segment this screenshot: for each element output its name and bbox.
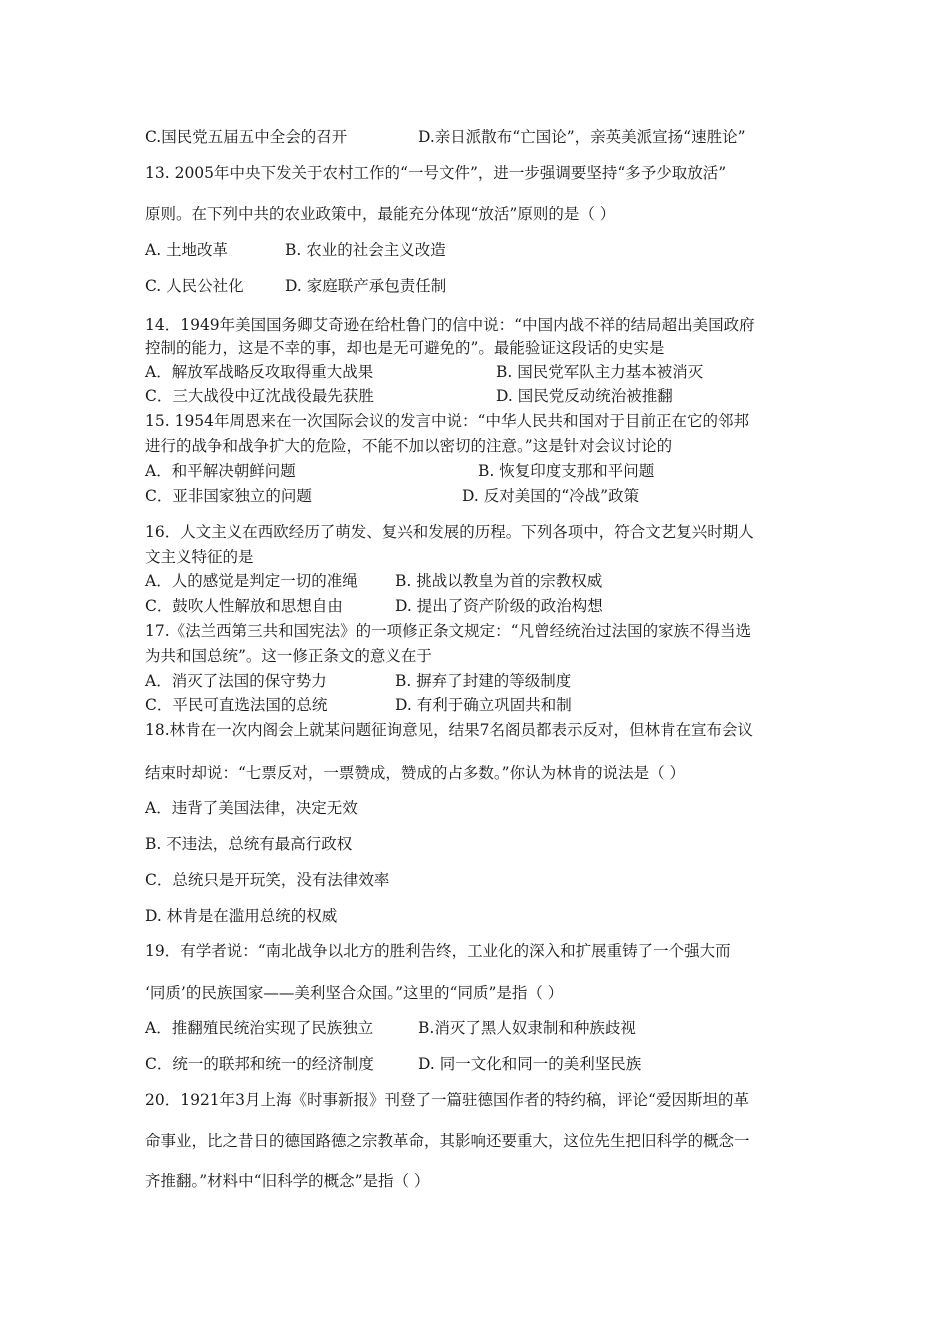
- q18-option-c: C．总统只是开玩笑，没有法律效率: [145, 871, 390, 889]
- q18-stem-line-2: 结束时却说：“七票反对，一票赞成，赞成的占多数。”你认为林肯的说法是（ ）: [145, 764, 686, 782]
- q16-option-a: A．人的感觉是判定一切的准绳: [145, 572, 358, 590]
- q14-stem-line-1: 14．1949年美国国务卿艾奇逊在给杜鲁门的信中说：“中国内战不祥的结局超出美国政府: [145, 316, 755, 334]
- q13-stem-line-2: 原则。在下列中共的农业政策中，最能充分体现“放活”原则的是（ ）: [145, 205, 616, 223]
- q19-option-c: C．统一的联邦和统一的经济制度: [145, 1055, 374, 1073]
- q16-option-c: C．鼓吹人性解放和思想自由: [145, 597, 343, 615]
- q13-option-d: D. 家庭联产承包责任制: [285, 277, 447, 295]
- q18-stem-line-1: 18.林肯在一次内阁会上就某问题征询意见，结果7名阁员都表示反对，但林肯在宣布会议: [145, 721, 754, 739]
- q14-option-b: B. 国民党军队主力基本被消灭: [496, 363, 704, 381]
- q13-option-c: C. 人民公社化: [145, 277, 244, 295]
- q16-stem-line-1: 16．人文主义在西欧经历了萌发、复兴和发展的历程。下列各项中，符合文艺复兴时期人: [145, 523, 754, 541]
- q17-stem-line-2: 为共和国总统”。这一修正条文的意义在于: [145, 647, 432, 665]
- q13-option-a: A. 土地改革: [145, 241, 229, 259]
- q18-option-d: D. 林肯是在滥用总统的权威: [145, 907, 338, 925]
- q13-option-b: B. 农业的社会主义改造: [285, 241, 446, 259]
- q15-stem-line-1: 15. 1954年周恩来在一次国际会议的发言中说：“中华人民共和国对于目前正在它的邻邦: [145, 412, 749, 430]
- q19-option-b: B.消灭了黑人奴隶制和种族歧视: [418, 1019, 636, 1037]
- q20-stem-line-2: 命事业，比之昔日的德国路德之宗教革命，其影响还要重大，这位先生把旧科学的概念一: [145, 1132, 750, 1150]
- q16-option-b: B. 挑战以教皇为首的宗教权威: [395, 572, 603, 590]
- q19-option-a: A．推翻殖民统治实现了民族独立: [145, 1019, 374, 1037]
- q14-stem-line-2: 控制的能力，这是不幸的事，却也是无可避免的”。最能验证这段话的史实是: [145, 339, 665, 357]
- q17-option-d: D. 有利于确立巩固共和制: [395, 696, 572, 714]
- q12-option-c: C.国民党五届五中全会的召开: [145, 128, 348, 146]
- q19-stem-line-1: 19．有学者说：“南北战争以北方的胜利告终，工业化的深入和扩展重铸了一个强大而: [145, 942, 731, 960]
- q20-stem-line-1: 20．1921年3月上海《时事新报》刊登了一篇驻德国作者的特约稿，评论“爱因斯坦的革: [145, 1091, 749, 1109]
- q17-option-a: A．消灭了法国的保守势力: [145, 672, 327, 690]
- q15-stem-line-2: 进行的战争和战争扩大的危险，不能不加以密切的注意。”这是针对会议讨论的: [145, 437, 673, 455]
- q15-option-a: A．和平解决朝鲜问题: [145, 462, 296, 480]
- q14-option-d: D. 国民党反动统治被推翻: [496, 387, 673, 405]
- q19-stem-line-2: ‘同质’的民族国家——美利坚合众国。”这里的“同质”是指（ ）: [145, 984, 564, 1002]
- q14-option-a: A．解放军战略反攻取得重大战果: [145, 363, 374, 381]
- q20-stem-line-3: 齐推翻。”材料中“旧科学的概念”是指（ ）: [145, 1172, 430, 1190]
- q13-stem-line-1: 13. 2005年中央下发关于农村工作的“一号文件”，进一步强调要坚持“多予少取放活”: [145, 164, 727, 182]
- q17-stem-line-1: 17.《法兰西第三共和国宪法》的一项修正条文规定：“凡曾经统治过法国的家族不得当选: [145, 622, 752, 640]
- q15-option-b: B. 恢复印度支那和平问题: [478, 462, 655, 480]
- q16-option-d: D. 提出了资产阶级的政治构想: [395, 597, 603, 615]
- q17-option-b: B. 摒弃了封建的等级制度: [395, 672, 572, 690]
- q19-option-d: D. 同一文化和同一的美利坚民族: [418, 1055, 642, 1073]
- q18-option-a: A．违背了美国法律，决定无效: [145, 799, 358, 817]
- q15-option-d: D. 反对美国的“冷战”政策: [462, 487, 640, 505]
- q17-option-c: C．平民可直选法国的总统: [145, 696, 328, 714]
- q16-stem-line-2: 文主义特征的是: [145, 548, 254, 566]
- q15-option-c: C．亚非国家独立的问题: [145, 487, 312, 505]
- q14-option-c: C．三大战役中辽沈战役最先获胜: [145, 387, 374, 405]
- q18-option-b: B. 不违法，总统有最高行政权: [145, 835, 353, 853]
- q12-option-d: D.亲日派散布“亡国论”，亲英美派宣扬“速胜论”: [418, 128, 746, 146]
